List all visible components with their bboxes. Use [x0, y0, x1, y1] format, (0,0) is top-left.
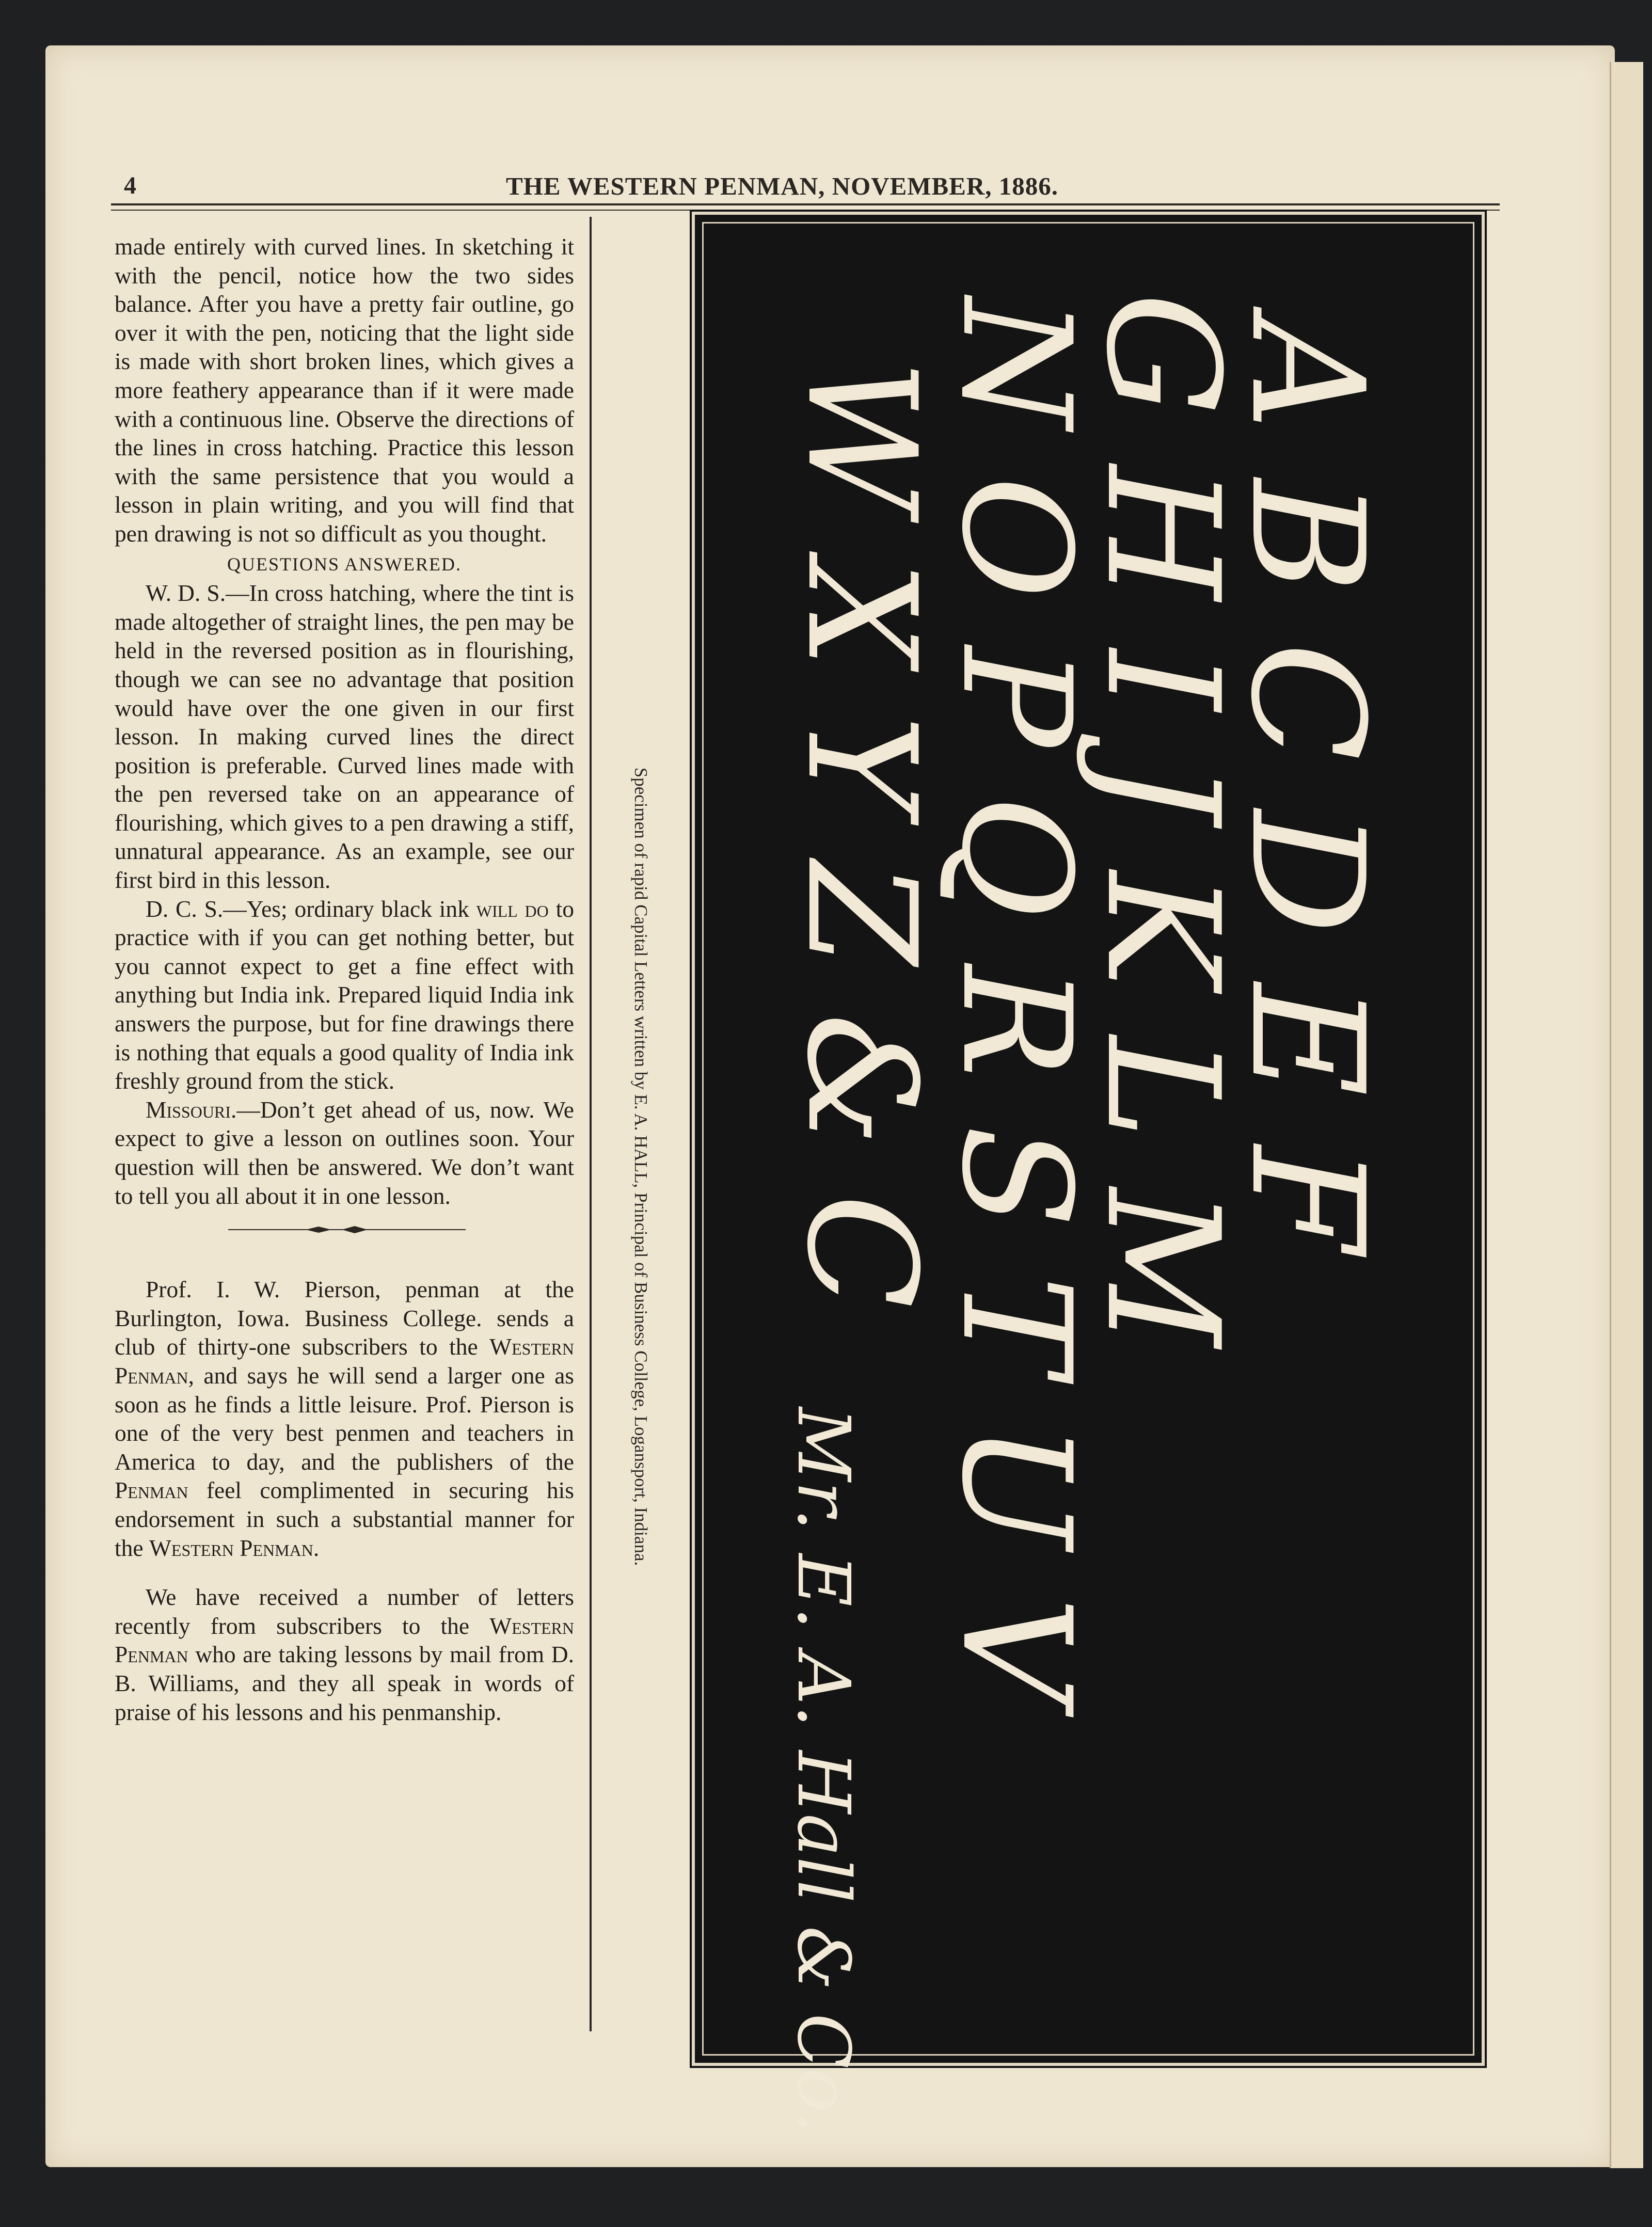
page-header — [67, 171, 1497, 213]
notice-pierson-caps2: Penman — [115, 1477, 188, 1504]
specimen-row-4: W X Y Z & C — [774, 359, 948, 1309]
article-column — [115, 232, 574, 1726]
answer-dcs-rest: to practice with if you can get nothing better, but you cannot expect to get a fine effect with anything but India ink. Prepared liquid India ink answers the purpose, but for fine drawings there is nothing that equals a good quality of India ink freshly ground from the stick. — [115, 895, 574, 1094]
answer-missouri-smallcaps: Missouri — [146, 1096, 231, 1123]
notice-pierson — [115, 1275, 574, 1562]
answer-missouri-rest: .—Don’t get ahead of us, now. We expect to give a lesson on outlines soon. Your question will then be answered. We don’t want to tell you all about it in one lesson. — [115, 1096, 574, 1209]
notice-pierson-caps1: Western Penman — [115, 1333, 574, 1389]
specimen-row-3: N O P Q R S T U V — [929, 297, 1103, 1705]
notice-pierson-a: Prof. I. W. Pierson, penman at the Burlington, Iowa. Business College. sends a club of thirty-one subscribers to the — [115, 1276, 574, 1360]
page-number: 4 — [124, 172, 136, 199]
column-rule — [590, 217, 592, 2031]
page-edge — [1610, 62, 1643, 2168]
specimen-row-1: A B C D E F — [1217, 318, 1397, 1253]
running-head: THE WESTERN PENMAN, NOVEMBER, 1886. — [506, 172, 1059, 200]
answer-dcs — [115, 895, 574, 1095]
ornament-divider — [115, 1220, 574, 1251]
answer-missouri — [115, 1095, 574, 1210]
notice-williams — [115, 1583, 574, 1726]
article-paragraph: made entirely with curved lines. In sketching it with the pencil, notice how the two sides balance. After you have a pretty fair outline, go over it with the pen, noticing that the light side is made with short broken lines, which gives a more feathery appearance than if it were made with a continuous line. Observe the directions of the lines in cross hatching. Practice this lesson with the same persistence that you would a lesson in plain writing, and you will find that pen drawing is not so difficult as you thought. — [115, 233, 574, 547]
specimen-caption — [623, 614, 659, 1719]
notice-pierson-c: feel complimented in securing his endorsement in such a substantial manner for the — [115, 1477, 574, 1561]
specimen-row-2: G H I J K L M — [1072, 292, 1252, 1347]
specimen-row-5: Mr. E. A. Hall & Co. — [781, 1407, 865, 2134]
paragraph-gap — [115, 1562, 574, 1583]
notice-williams-caps: Western Penman — [115, 1612, 574, 1668]
header-rule-thin — [111, 210, 1500, 211]
specimen-caption-text: Specimen of rapid Capital Letters written by E. A. HALL, Principal of Business College, Logansport, Indiana. — [631, 767, 651, 1566]
header-rule — [111, 203, 1500, 205]
section-heading: QUESTIONS ANSWERED. — [227, 553, 462, 575]
notice-pierson-b: , and says he will send a larger one as soon as he finds a little leisure. Prof. Pierson is one of the very best penmen and teachers in America to day, and the publishers of the — [115, 1362, 574, 1475]
notice-williams-b: who are taking lessons by mail from D. B. Williams, and they all speak in words of praise of his lessons and his penmanship. — [115, 1641, 574, 1725]
penmanship-specimen — [692, 212, 1485, 2134]
answer-dcs-smallcaps: will do — [476, 895, 549, 922]
notice-pierson-d: . — [313, 1534, 320, 1561]
notice-williams-a: We have received a number of letters recently from subscribers to the — [115, 1584, 574, 1639]
answer-wds: W. D. S.—In cross hatching, where the tint is made altogether of straight lines, the pen may be held in the reversed position as in flourishing, though we can see no advantage that position would have over the one given in our first lesson. In making curved lines the direct position is preferable. Curved lines made with the pen reversed take on an appearance of flourishing, which gives to a pen drawing a stiff, unnatural appearance. As an example, see our first bird in this lesson. — [115, 580, 574, 894]
notice-pierson-caps3: Western Penman — [149, 1534, 313, 1561]
answer-dcs-lead: D. C. S.—Yes; ordinary black ink — [146, 895, 476, 922]
